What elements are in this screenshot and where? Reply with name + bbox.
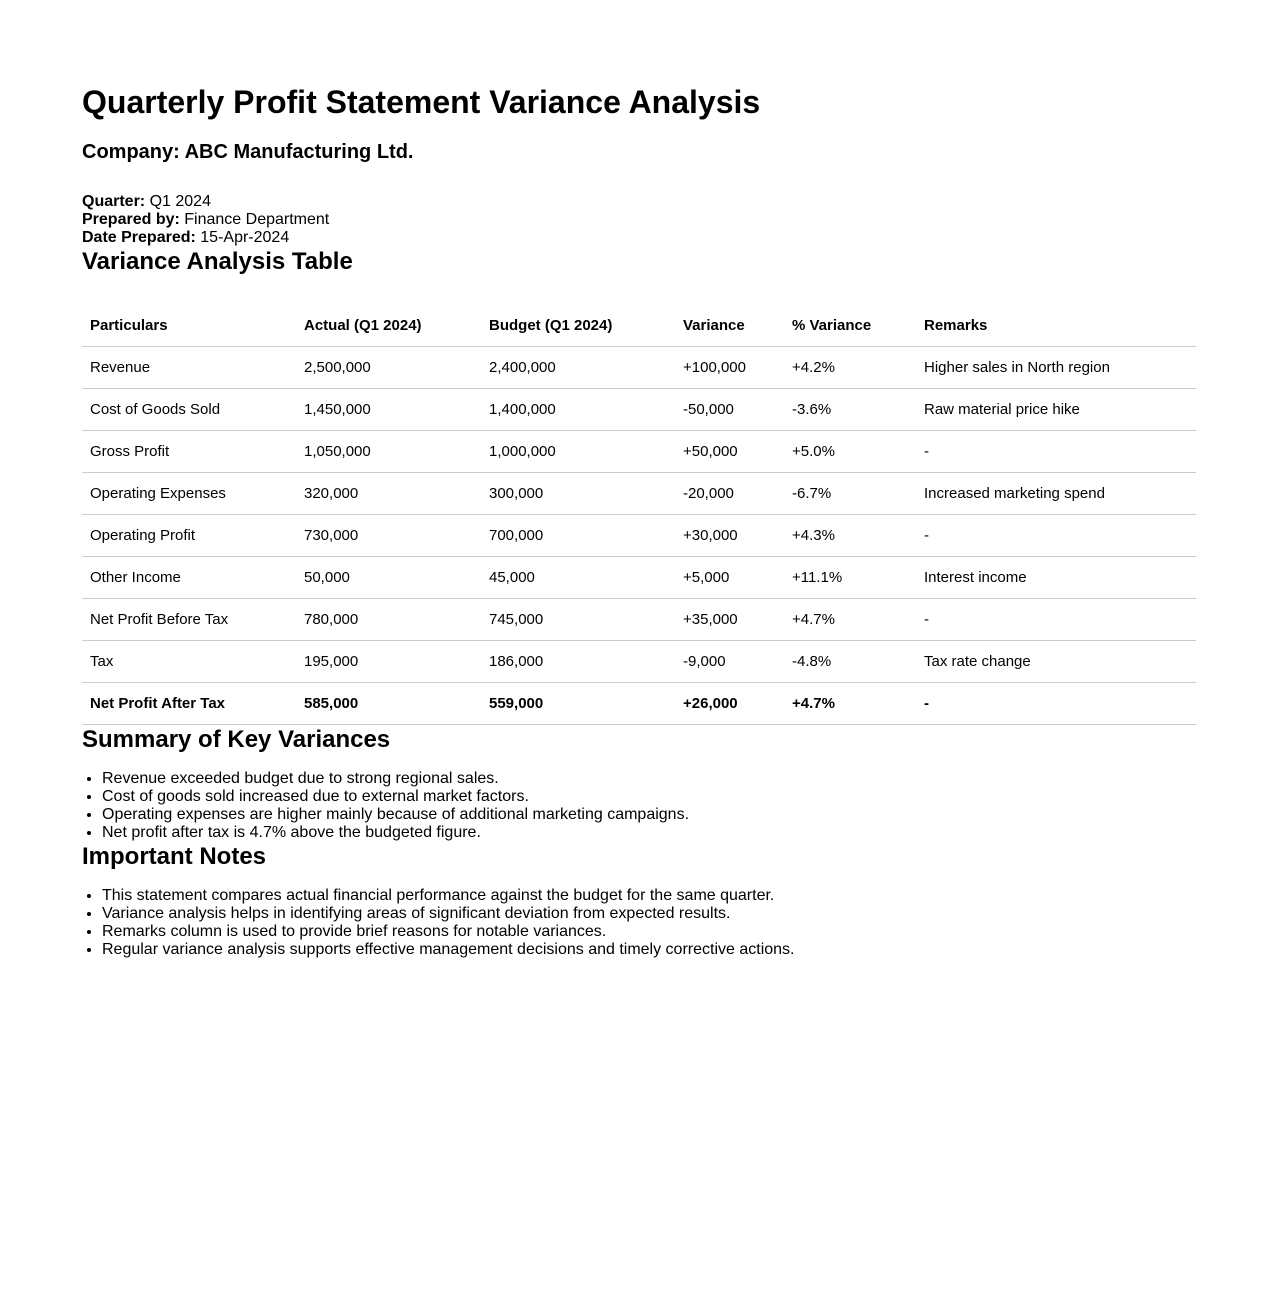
cell-actual: 730,000: [296, 515, 481, 557]
summary-section-title: Summary of Key Variances: [82, 726, 391, 753]
table-row: [82, 641, 1196, 683]
cell-budget: 1,400,000: [481, 389, 675, 431]
cell-actual: 780,000: [296, 599, 481, 641]
column-header-actual: Actual (Q1 2024): [296, 305, 481, 347]
table-section-title: Variance Analysis Table: [82, 248, 353, 275]
table-row: [82, 557, 1196, 599]
column-header-particulars: Particulars: [82, 305, 296, 347]
cell-remarks: -: [916, 515, 1196, 557]
cell-percent-variance: +11.1%: [784, 557, 916, 599]
cell-particulars: Operating Profit: [82, 515, 296, 557]
cell-actual: 2,500,000: [296, 347, 481, 389]
meta-date-value: 15-Apr-2024: [200, 229, 290, 246]
cell-remarks: Increased marketing spend: [916, 473, 1196, 515]
cell-budget: 300,000: [481, 473, 675, 515]
list-item: • Cost of goods sold increased due to external market factors.: [102, 788, 1196, 806]
meta-date: [82, 229, 1196, 247]
table-header-row: [82, 305, 1196, 347]
cell-particulars: Other Income: [82, 557, 296, 599]
cell-actual: 50,000: [296, 557, 481, 599]
cell-percent-variance: +4.7%: [784, 683, 916, 725]
cell-budget: 186,000: [481, 641, 675, 683]
notes-list: [82, 887, 1196, 959]
cell-actual: 1,450,000: [296, 389, 481, 431]
cell-variance: +50,000: [675, 431, 784, 473]
cell-variance: +100,000: [675, 347, 784, 389]
cell-particulars: Operating Expenses: [82, 473, 296, 515]
cell-budget: 1,000,000: [481, 431, 675, 473]
cell-variance: +26,000: [675, 683, 784, 725]
document-meta: [82, 193, 1196, 247]
column-header-variance: Variance: [675, 305, 784, 347]
summary-list: [82, 770, 1196, 842]
cell-remarks: Higher sales in North region: [916, 347, 1196, 389]
cell-variance: -9,000: [675, 641, 784, 683]
company-name: Company: ABC Manufacturing Ltd.: [82, 141, 414, 163]
cell-budget: 745,000: [481, 599, 675, 641]
cell-actual: 1,050,000: [296, 431, 481, 473]
cell-budget: 2,400,000: [481, 347, 675, 389]
cell-variance: -20,000: [675, 473, 784, 515]
cell-remarks: Tax rate change: [916, 641, 1196, 683]
cell-budget: 700,000: [481, 515, 675, 557]
list-item: • This statement compares actual financial performance against the budget for the same quarter.: [102, 887, 1196, 905]
cell-remarks: Raw material price hike: [916, 389, 1196, 431]
variance-table: [82, 305, 1196, 725]
cell-percent-variance: -4.8%: [784, 641, 916, 683]
list-item: • Net profit after tax is 4.7% above the budgeted figure.: [102, 824, 1196, 842]
cell-particulars: Cost of Goods Sold: [82, 389, 296, 431]
cell-particulars: Revenue: [82, 347, 296, 389]
meta-prepared-by-label: Prepared by:: [82, 211, 180, 228]
cell-percent-variance: +4.2%: [784, 347, 916, 389]
cell-percent-variance: -3.6%: [784, 389, 916, 431]
cell-percent-variance: +4.3%: [784, 515, 916, 557]
cell-remarks: -: [916, 431, 1196, 473]
cell-variance: +30,000: [675, 515, 784, 557]
table-row: [82, 431, 1196, 473]
table-row: [82, 347, 1196, 389]
cell-percent-variance: +5.0%: [784, 431, 916, 473]
cell-budget: 45,000: [481, 557, 675, 599]
list-item: • Regular variance analysis supports effective management decisions and timely corrective actions.: [102, 941, 1196, 959]
meta-date-label: Date Prepared:: [82, 229, 196, 246]
meta-prepared-by: [82, 211, 1196, 229]
column-header-remarks: Remarks: [916, 305, 1196, 347]
cell-particulars: Net Profit Before Tax: [82, 599, 296, 641]
table-row: [82, 515, 1196, 557]
table-row: [82, 473, 1196, 515]
column-header-percent-variance: % Variance: [784, 305, 916, 347]
cell-actual: 195,000: [296, 641, 481, 683]
cell-actual: 585,000: [296, 683, 481, 725]
cell-particulars: Net Profit After Tax: [82, 683, 296, 725]
cell-percent-variance: -6.7%: [784, 473, 916, 515]
cell-particulars: Gross Profit: [82, 431, 296, 473]
list-item: • Revenue exceeded budget due to strong regional sales.: [102, 770, 1196, 788]
meta-prepared-by-value: Finance Department: [184, 211, 330, 228]
cell-particulars: Tax: [82, 641, 296, 683]
table-row: [82, 389, 1196, 431]
notes-section-title: Important Notes: [82, 843, 267, 870]
cell-variance: +5,000: [675, 557, 784, 599]
meta-quarter: [82, 193, 1196, 211]
cell-variance: -50,000: [675, 389, 784, 431]
cell-remarks: -: [916, 599, 1196, 641]
cell-remarks: -: [916, 683, 1196, 725]
page-title: Quarterly Profit Statement Variance Analysis: [82, 84, 761, 120]
list-item: • Remarks column is used to provide brief reasons for notable variances.: [102, 923, 1196, 941]
cell-remarks: Interest income: [916, 557, 1196, 599]
table-total-row: [82, 683, 1196, 725]
cell-actual: 320,000: [296, 473, 481, 515]
column-header-budget: Budget (Q1 2024): [481, 305, 675, 347]
list-item: • Variance analysis helps in identifying areas of significant deviation from expected results.: [102, 905, 1196, 923]
meta-quarter-label: Quarter:: [82, 193, 146, 210]
meta-quarter-value: Q1 2024: [149, 193, 211, 210]
cell-percent-variance: +4.7%: [784, 599, 916, 641]
list-item: • Operating expenses are higher mainly because of additional marketing campaigns.: [102, 806, 1196, 824]
cell-variance: +35,000: [675, 599, 784, 641]
table-row: [82, 599, 1196, 641]
cell-budget: 559,000: [481, 683, 675, 725]
